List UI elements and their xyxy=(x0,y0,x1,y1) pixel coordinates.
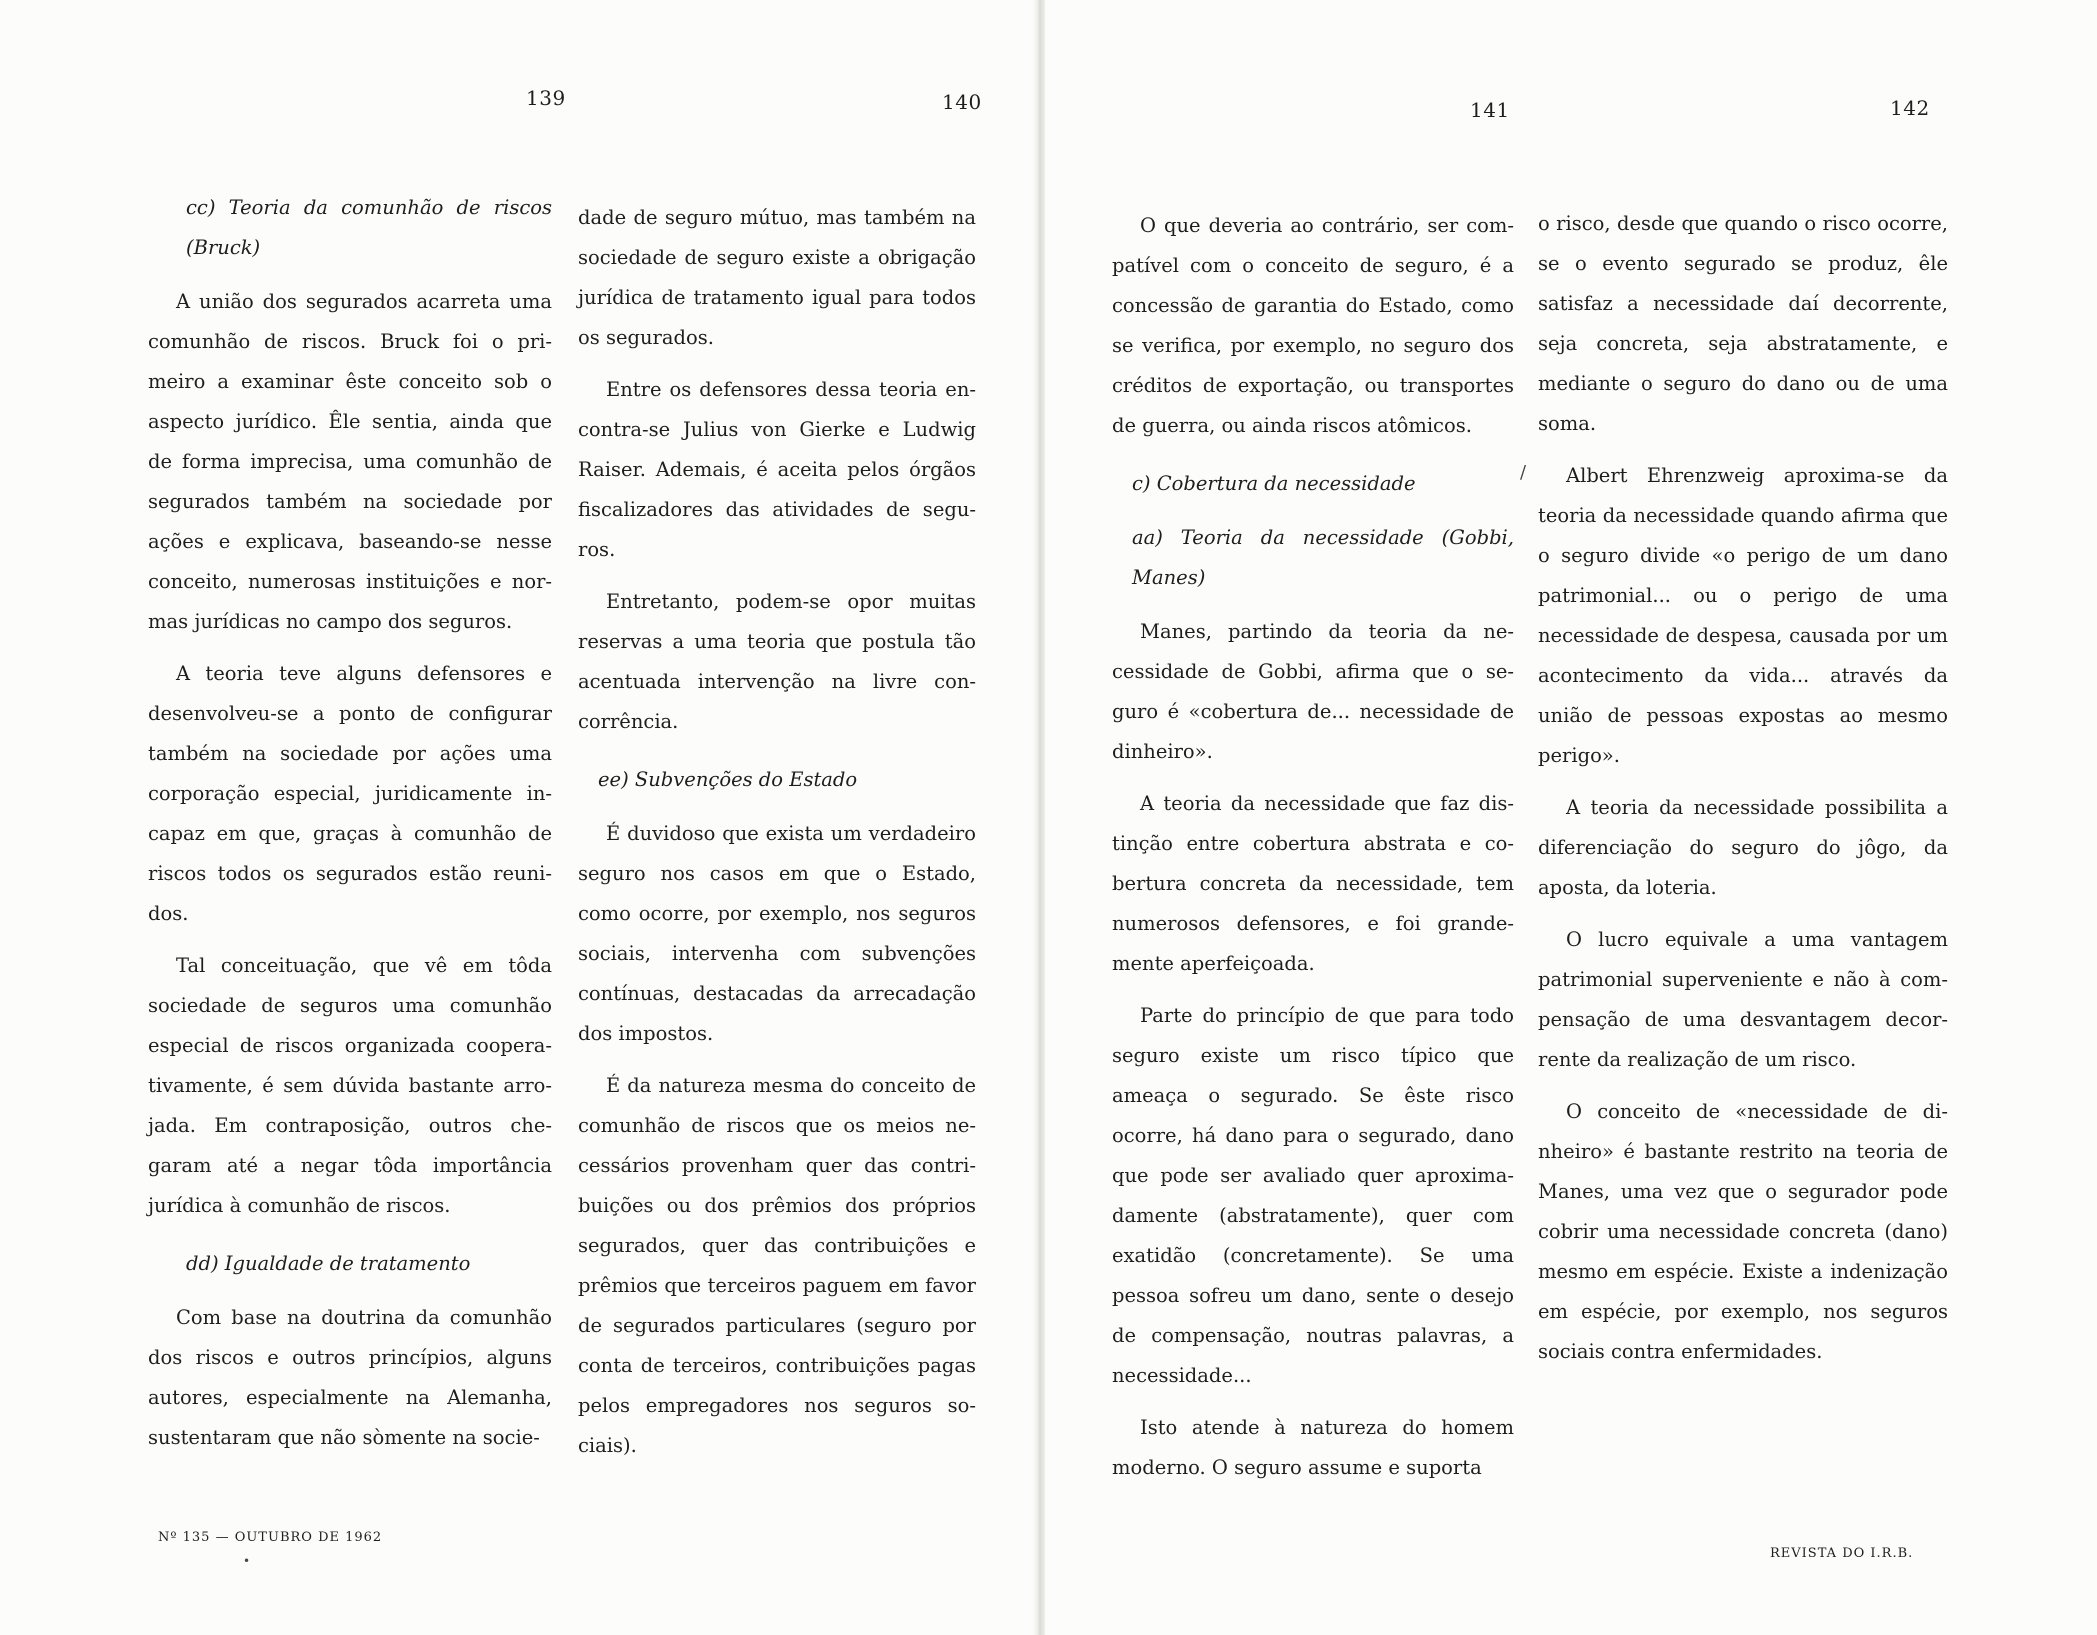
scan-dot: • xyxy=(243,1554,251,1568)
column-page-139 xyxy=(148,188,552,1470)
paragraph: A teoria teve alguns defensores e desenvolveu-se a ponto de configurar também na sociedade por ações uma corporação especial, juridicamente incapaz em que, graças à comunhão de riscos todos os segurados estão reunidos. xyxy=(148,662,552,925)
paragraph: O que deveria ao contrário, ser compatível com o conceito de seguro, é a concessão de garantia do Estado, como se verifica, por exemplo, no seguro dos créditos de exportação, ou transportes de guerra, ou ainda riscos atômicos. xyxy=(1112,214,1514,437)
column-page-142 xyxy=(1538,204,1948,1384)
paragraph: Albert Ehrenzweig aproxima-se da teoria da necessidade quando afirma que o seguro divide «o perigo de um dano patrimonial... ou o perigo de uma necessidade de despesa, causada por um acontecimento da vida... através da união de pessoas expostas ao mesmo perigo». xyxy=(1538,464,1948,767)
paragraph: Parte do princípio de que para todo seguro existe um risco típico que ameaça o segurado. Se êste risco ocorre, há dano para o segurado, dano que pode ser avaliado quer aproximadamente (abstratamente), quer com exatidão (concretamente). Se uma pessoa sofreu um dano, sente o desejo de compensação, noutras palavras, a necessidade... xyxy=(1112,1004,1514,1387)
paragraph: O lucro equivale a uma vantagem patrimonial superveniente e não à compensação de uma desvantagem decorrente da realização de um risco. xyxy=(1538,928,1948,1071)
paragraph: Manes, partindo da teoria da necessidade de Gobbi, afirma que o seguro é «cobertura de... necessidade de dinheiro». xyxy=(1112,620,1514,763)
page-number-139: 139 xyxy=(526,86,566,110)
footer-issue-date: Nº 135 — OUTUBRO DE 1962 xyxy=(158,1530,383,1545)
paragraph: Entretanto, podem-se opor muitas reservas a uma teoria que postula tão acentuada intervenção na livre concorrência. xyxy=(578,590,976,733)
column-page-140 xyxy=(578,198,976,1478)
paragraph: Tal conceituação, que vê em tôda sociedade de seguros uma comunhão especial de riscos organizada cooperativamente, é sem dúvida bastante arrojada. Em contraposição, outros chegaram até a negar tôda importância jurídica à comunhão de riscos. xyxy=(148,954,552,1217)
paragraph: Isto atende à natureza do homem moderno. O seguro assume e suporta xyxy=(1112,1416,1514,1479)
paragraph: O conceito de «necessidade de dinheiro» é bastante restrito na teoria de Manes, uma vez que o segurador pode cobrir uma necessidade concreta (dano) mesmo em espécie. Existe a indenização em espécie, por exemplo, nos seguros sociais contra enfermidades. xyxy=(1538,1100,1948,1363)
paragraph-continued: o risco, desde que quando o risco ocorre, se o evento segurado se produz, êle satisfaz a necessidade daí decorrente, seja concreta, seja abstratamente, e mediante o seguro do dano ou de uma soma. xyxy=(1538,212,1948,435)
footer-journal-name: REVISTA DO I.R.B. xyxy=(1770,1546,1914,1561)
page-number-142: 142 xyxy=(1890,96,1930,120)
paragraph: Entre os defensores dessa teoria encontra-se Julius von Gierke e Ludwig Raiser. Ademais, é aceita pelos órgãos fiscalizadores das atividades de seguros. xyxy=(578,378,976,561)
section-heading-ee: ee) Subvenções do Estado xyxy=(598,768,858,791)
paragraph: Com base na doutrina da comunhão dos riscos e outros princípios, alguns autores, especialmente na Alemanha, sustentaram que não sòmente na socie- xyxy=(148,1306,552,1449)
page-number-140: 140 xyxy=(942,90,982,114)
paragraph: É da natureza mesma do conceito de comunhão de riscos que os meios necessários provenham quer das contribuições ou dos prêmios dos próprios segurados, quer das contribuições e prêmios que terceiros paguem em favor de segurados particulares (seguro por conta de terceiros, contribuições pagas pelos empregadores nos seguros sociais). xyxy=(578,1074,976,1457)
section-heading-aa: aa) Teoria da necessidade (Gobbi, Manes) xyxy=(1132,526,1514,589)
section-heading-cc: cc) Teoria da comunhão de riscos (Bruck) xyxy=(186,196,552,259)
section-heading-c: c) Cobertura da necessidade xyxy=(1132,472,1416,495)
scan-mark: / xyxy=(1520,462,1527,483)
page-number-141: 141 xyxy=(1470,98,1510,122)
binding-gutter xyxy=(1033,0,1045,1635)
column-page-141 xyxy=(1112,206,1514,1500)
section-heading-dd: dd) Igualdade de tratamento xyxy=(186,1252,471,1275)
paragraph: É duvidoso que exista um verdadeiro seguro nos casos em que o Estado, como ocorre, por exemplo, nos seguros sociais, intervenha com subvenções contínuas, destacadas da arrecadação dos impostos. xyxy=(578,822,976,1045)
paragraph: A teoria da necessidade que faz distinção entre cobertura abstrata e cobertura concreta da necessidade, tem numerosos defensores, e foi grandemente aperfeiçoada. xyxy=(1112,792,1514,975)
paragraph: A união dos segurados acarreta uma comunhão de riscos. Bruck foi o primeiro a examinar êste conceito sob o aspecto jurídico. Êle sentia, ainda que de forma imprecisa, uma comunhão de segurados também na sociedade por ações e explicava, baseando-se nesse conceito, numerosas instituições e normas jurídicas no campo dos seguros. xyxy=(148,290,552,633)
paragraph: A teoria da necessidade possibilita a diferenciação do seguro do jôgo, da aposta, da loteria. xyxy=(1538,796,1948,899)
paragraph-continued: dade de seguro mútuo, mas também na sociedade de seguro existe a obrigação jurídica de tratamento igual para todos os segurados. xyxy=(578,206,976,349)
